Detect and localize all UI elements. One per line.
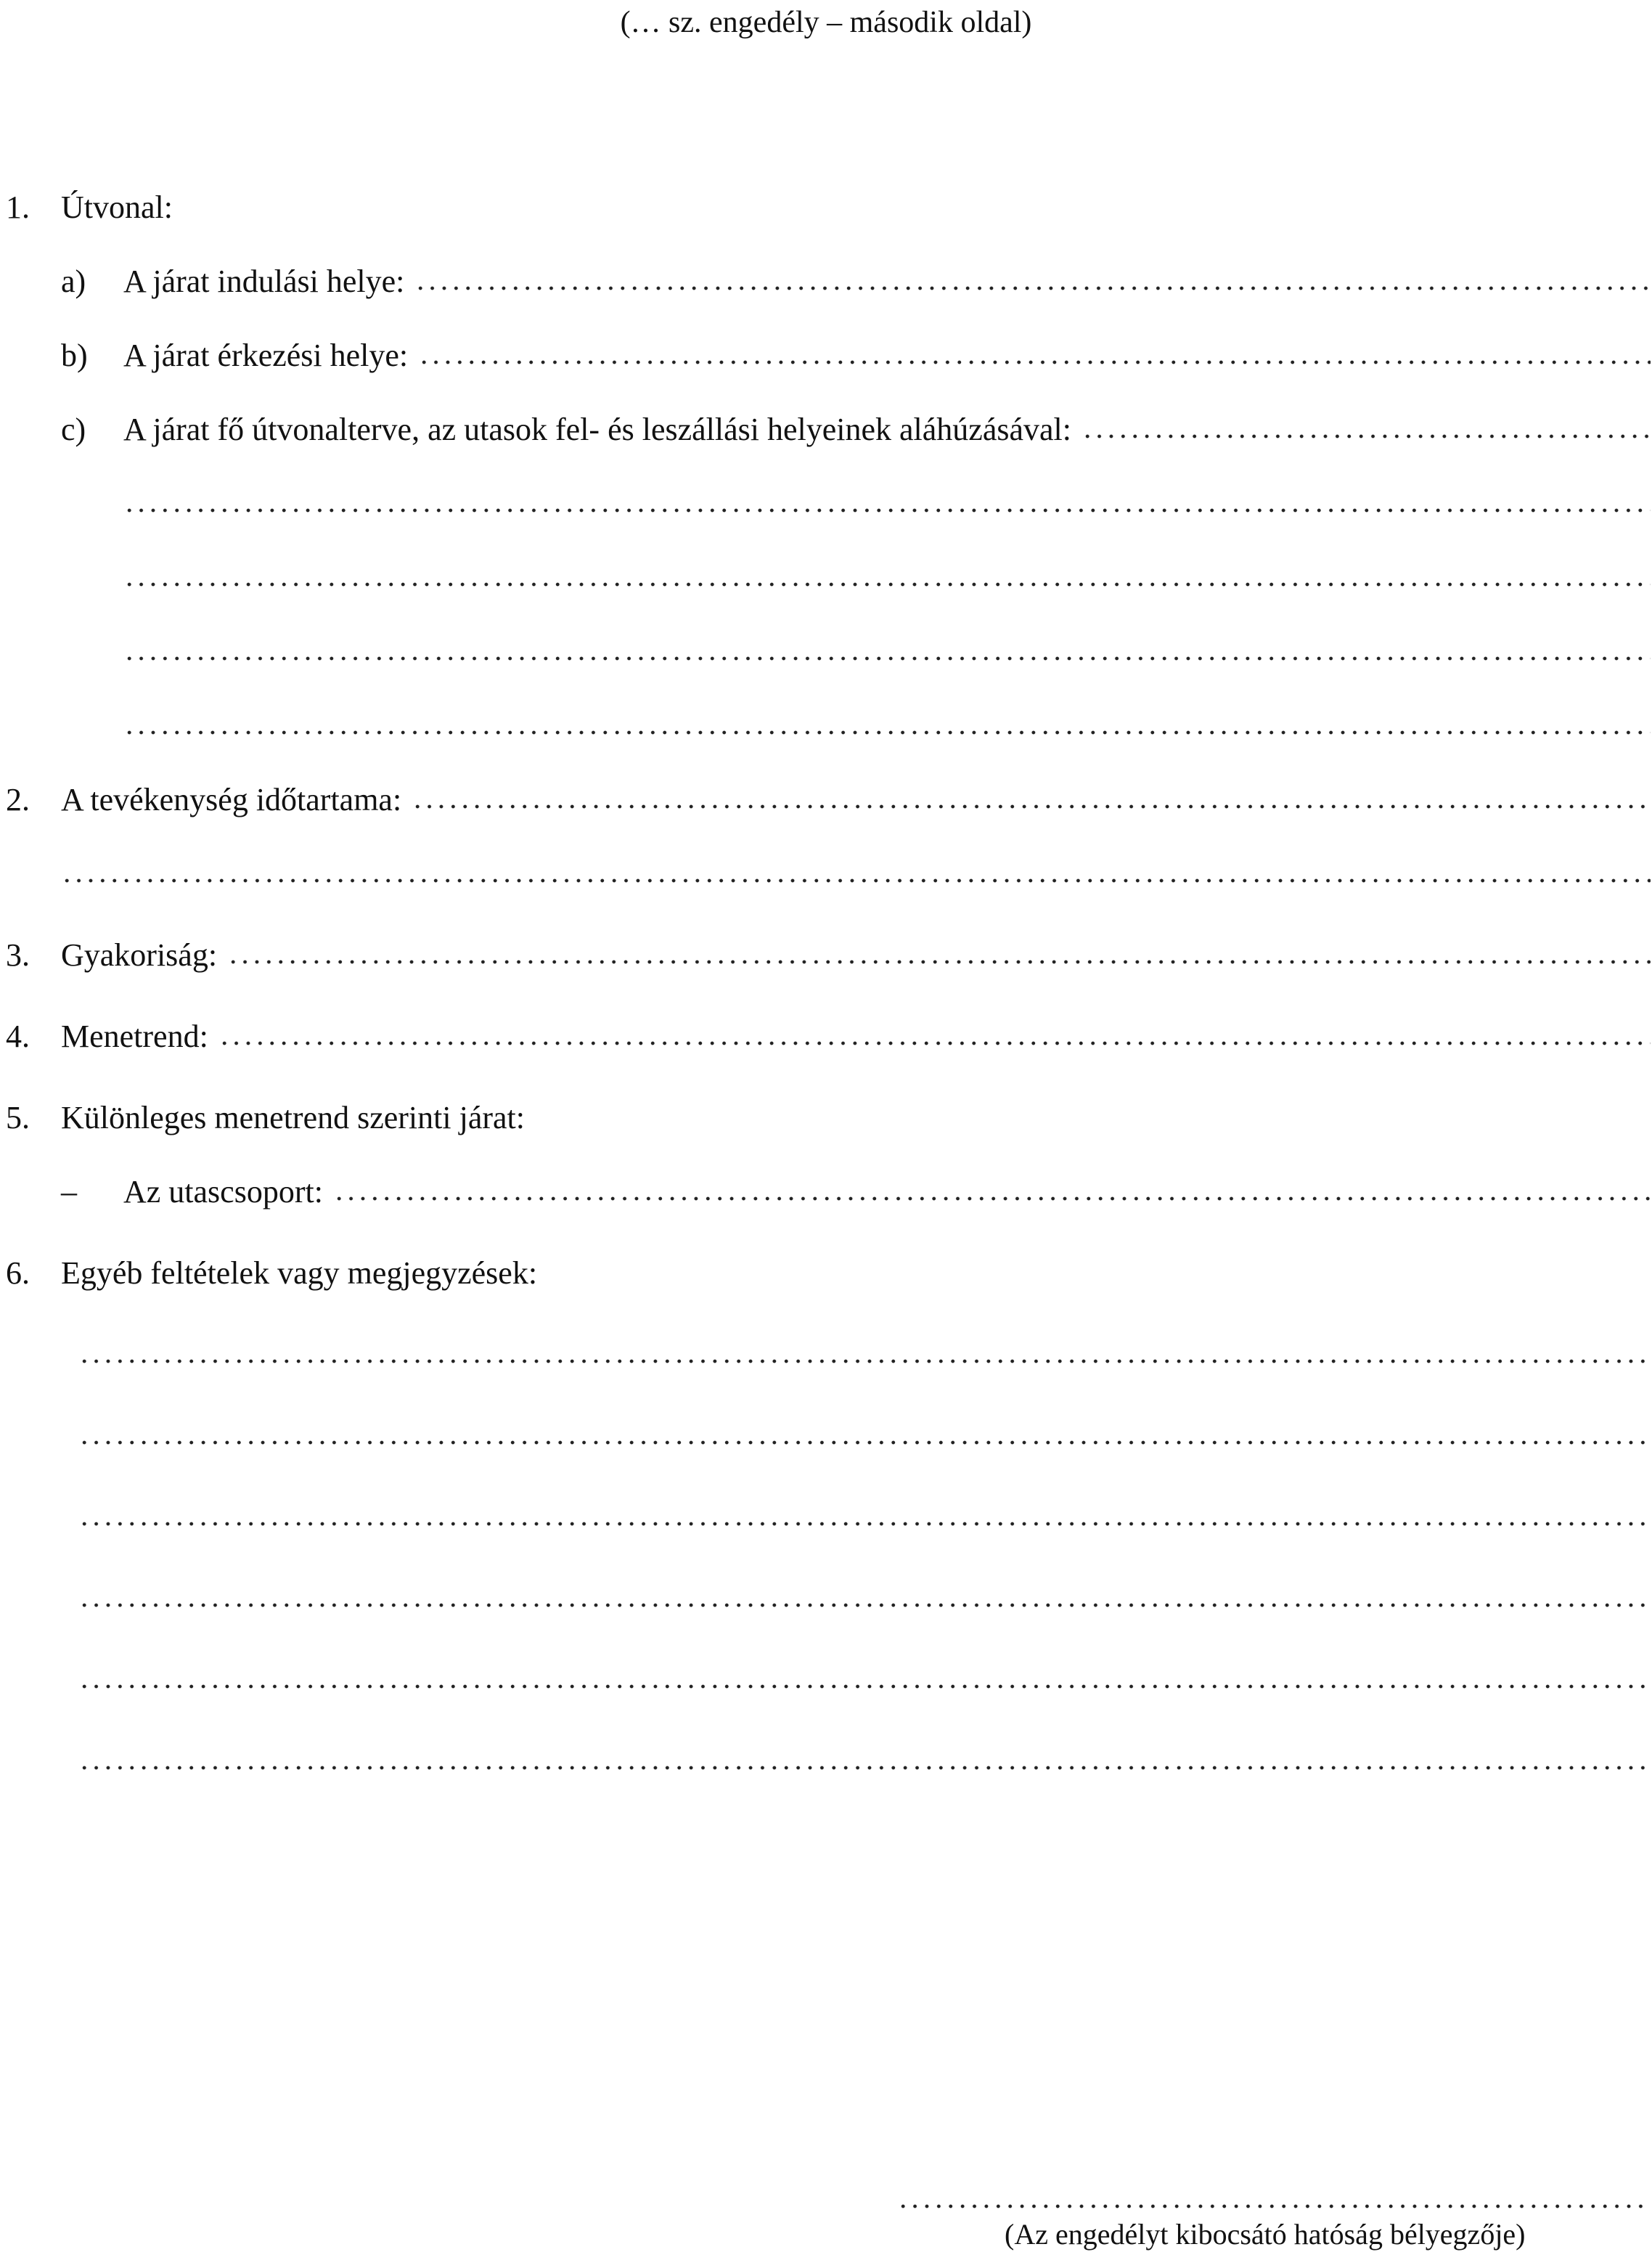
route-departure-label: A járat indulási helye: (123, 264, 405, 299)
stamp-dotted-line[interactable] (897, 2202, 1651, 2211)
passenger-group-label: Az utascsoport: (123, 1174, 323, 1209)
section-5-number: 5. (6, 1100, 30, 1135)
duration-field[interactable] (6, 775, 1651, 820)
route-plan-dotted-line[interactable] (1081, 432, 1651, 441)
page-header: (… sz. engedély – második oldal) (620, 6, 1032, 39)
remarks-line-4[interactable] (78, 1574, 1651, 1619)
remarks-line-5[interactable] (78, 1655, 1651, 1700)
remarks-line-6[interactable] (78, 1737, 1651, 1782)
passenger-group-dotted-line[interactable] (333, 1194, 1651, 1203)
passenger-group-field[interactable] (61, 1167, 1651, 1212)
remarks-dotted-line-1[interactable] (78, 1357, 1651, 1366)
remarks-line-1[interactable] (78, 1330, 1651, 1375)
section-5-title: Különleges menetrend szerinti járat: (61, 1100, 525, 1135)
duration-dotted-line[interactable] (412, 802, 1651, 811)
route-plan-dotted-line-2[interactable] (123, 580, 1651, 589)
remarks-dotted-line-5[interactable] (78, 1682, 1651, 1691)
route-departure-field[interactable] (61, 257, 1651, 302)
section-1-title: Útvonal: (61, 189, 173, 225)
section-6-title: Egyéb feltételek vagy megjegyzések: (61, 1255, 538, 1291)
timetable-field[interactable] (6, 1012, 1651, 1057)
route-arrival-label: A járat érkezési helye: (123, 338, 409, 373)
remarks-line-3[interactable] (78, 1493, 1651, 1538)
section-2-number: 2. (6, 782, 30, 817)
route-plan-dotted-line-1[interactable] (123, 506, 1651, 515)
route-plan-field[interactable] (61, 405, 1651, 450)
route-plan-dotted-line-4[interactable] (123, 728, 1651, 737)
remarks-line-2[interactable] (78, 1411, 1651, 1456)
frequency-field[interactable] (6, 931, 1651, 976)
route-plan-continuation-1[interactable] (123, 479, 1651, 524)
section-3-number: 3. (6, 937, 30, 973)
duration-dotted-line-2[interactable] (61, 876, 1651, 885)
section-4-number: 4. (6, 1019, 30, 1054)
route-plan-continuation-4[interactable] (123, 701, 1651, 746)
route-plan-continuation-2[interactable] (123, 553, 1651, 598)
duration-continuation[interactable] (61, 849, 1651, 894)
route-arrival-field[interactable] (61, 331, 1651, 376)
section-1-number: 1. (6, 189, 30, 225)
item-c-marker: c) (61, 412, 86, 447)
route-plan-label: A járat fő útvonalterve, az utasok fel- és leszállási helyeinek aláhúzásával: (123, 412, 1071, 447)
route-departure-dotted-line[interactable] (414, 284, 1651, 293)
stamp-caption: (Az engedélyt kibocsátó hatóság bélyegzője) (1005, 2218, 1526, 2251)
remarks-dotted-line-4[interactable] (78, 1601, 1651, 1610)
remarks-dotted-line-6[interactable] (78, 1763, 1651, 1772)
section-6-heading (6, 1249, 1651, 1294)
route-plan-continuation-3[interactable] (123, 627, 1651, 672)
item-b-marker: b) (61, 338, 88, 373)
section-1-heading (6, 183, 1651, 228)
section-5-heading (6, 1093, 1651, 1138)
timetable-label: Menetrend: (61, 1019, 208, 1054)
remarks-dotted-line-3[interactable] (78, 1519, 1651, 1528)
frequency-label: Gyakoriság: (61, 937, 218, 973)
dash-marker: – (61, 1174, 77, 1209)
route-plan-dotted-line-3[interactable] (123, 654, 1651, 663)
duration-label: A tevékenység időtartama: (61, 782, 402, 817)
route-arrival-dotted-line[interactable] (418, 358, 1651, 367)
item-a-marker: a) (61, 264, 86, 299)
remarks-dotted-line-2[interactable] (78, 1438, 1651, 1447)
frequency-dotted-line[interactable] (227, 958, 1651, 966)
timetable-dotted-line[interactable] (218, 1039, 1651, 1048)
section-6-number: 6. (6, 1255, 30, 1291)
